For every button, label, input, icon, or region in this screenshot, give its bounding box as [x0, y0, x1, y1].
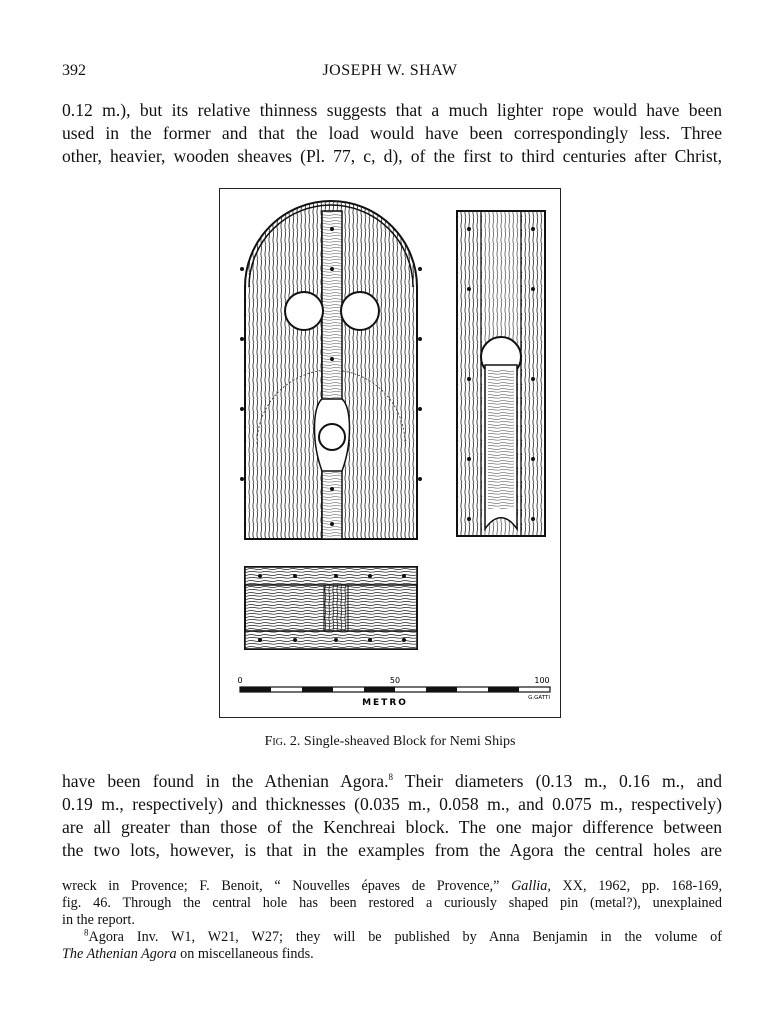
scale-label-0: 0: [237, 676, 243, 685]
book-title: The Athenian Agora: [62, 946, 177, 962]
footnote-line: [62, 929, 722, 946]
scale-label-50: 50: [389, 676, 401, 685]
block-drawing: [220, 189, 562, 719]
footnote-number: 8: [84, 927, 89, 938]
footnote-ref: 8: [388, 772, 393, 783]
footnotes: [62, 878, 722, 963]
text-line: are all greater than those of the Kenchreai block. The one major difference between: [62, 817, 722, 837]
paragraph-top: [62, 99, 722, 168]
artist-signature: G.GATTI: [528, 695, 550, 701]
scale-bar: [237, 676, 550, 708]
figure-caption-text: Single-sheaved Block for Nemi Ships: [303, 734, 516, 749]
text-segment: on miscellaneous finds.: [176, 946, 314, 962]
top-view: [245, 567, 417, 649]
text-segment: Agora Inv. W1, W21, W27; they will be published by Anna Benjamin in the volume of: [88, 929, 722, 945]
text-segment: Their diameters (0.13 m., 0.16 m., and: [392, 771, 723, 791]
front-view: [240, 201, 422, 539]
text-line: 0.12 m.), but its relative thinness suggests that a much lighter rope would have been: [62, 100, 722, 120]
text-line: the two lots, however, is that in the examples from the Agora the central holes are: [62, 840, 722, 860]
text-segment: wreck in Provence; F. Benoit, “ Nouvelles épaves de Provence,”: [62, 878, 512, 894]
footnote-line: [62, 946, 722, 963]
page-number: 392: [62, 62, 86, 79]
footnote-line: fig. 46. Through the central hole has been restored a curiously shaped pin (metal?), unexplained: [62, 895, 722, 911]
text-segment: XX, 1962, pp. 168-169,: [550, 878, 723, 894]
figure-caption: [0, 734, 780, 750]
paragraph-bottom: [62, 770, 722, 862]
running-head: JOSEPH W. SHAW: [322, 62, 458, 79]
text-segment: have been found in the Athenian Agora.: [62, 771, 389, 791]
footnote-line: in the report.: [62, 912, 135, 928]
figure-frame: [219, 188, 561, 718]
scale-label-100: 100: [534, 676, 550, 685]
figure-label: Fig. 2.: [264, 734, 301, 749]
text-line: [62, 770, 722, 793]
journal-title: Gallia,: [511, 878, 551, 894]
footnote-line: [62, 878, 722, 895]
scale-unit-label: METRO: [362, 698, 408, 708]
text-line: 0.19 m., respectively) and thicknesses (0.035 m., 0.058 m., and 0.075 m., respectively): [62, 794, 722, 814]
text-line: other, heavier, wooden sheaves (Pl. 77, c, d), of the first to third centuries after Christ,: [62, 146, 722, 166]
side-view: [457, 211, 545, 536]
text-line: used in the former and that the load would have been correspondingly less. Three: [62, 123, 722, 143]
